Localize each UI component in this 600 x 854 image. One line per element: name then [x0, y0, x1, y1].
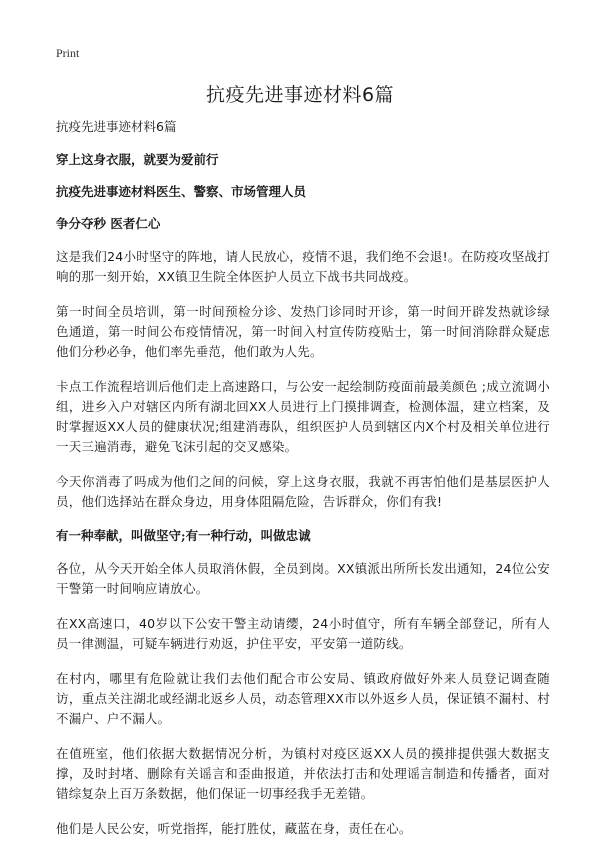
paragraph: 在XX高速口，40岁以下公安干警主动请缨，24小时值守，所有车辆全部登记，所有人员一律测温，可疑车辆进行劝返，护住平安，平安第一道防线。: [56, 616, 550, 651]
paragraph: 第一时间全员培训，第一时间预检分诊、发热门诊同时开诊，第一时间开辟发热就诊绿色通道，第一时间公布疫情情况，第一时间入村宣传防疫贴士，第一时间消除群众疑虑他们分秒必争，他们率先垂范，他们敢为人先。: [56, 304, 550, 359]
paragraph: 这是我们24小时坚守的阵地，请人民放心，疫情不退，我们绝不会退!。在防疫攻坚战打响的那一刻开始，XX镇卫生院全体医护人员立下战书共同战疫。: [56, 249, 550, 284]
paragraph: 各位，从今天开始全体人员取消休假，全员到岗。XX镇派出所所长发出通知，24位公安干警第一时间响应请放心。: [56, 561, 550, 596]
document-subtitle: 抗疫先进事迹材料6篇: [56, 119, 177, 134]
print-label: Print: [56, 46, 80, 60]
paragraph: 在值班室，他们依据大数据情况分析，为镇村对疫区返XX人员的摸排提供强大数据支撑，及时封堵、删除有关谣言和歪曲报道，并依法打击和处理谣言制造和传播者，面对错综复杂上百万条数据，他们保证一切事经我手无差错。: [56, 746, 550, 801]
paragraph: 卡点工作流程培训后他们走上高速路口，与公安一起绘制防疫面前最美颜色 ;成立流调小组，进乡入户对辖区内所有湖北回XX人员进行上门摸排调查，检测体温，建立档案，及时掌握返XX人员的健康状况;组建消毒队，组织医护人员到辖区内X个村及相关单位进行一天三遍消毒，避免飞沫引起的交叉感染。: [56, 379, 550, 454]
paragraph: 今天你消毒了吗成为他们之间的问候，穿上这身衣服，我就不再害怕他们是基层医护人员，他们选择站在群众身边，用身体阻隔危险，告诉群众，你们有我!: [56, 474, 550, 509]
section-heading: 抗疫先进事迹材料医生、警察、市场管理人员: [56, 184, 307, 199]
page-title: 抗疫先进事迹材料6篇: [205, 84, 395, 106]
section-heading: 有一种奉献，叫做坚守;有一种行动，叫做忠诚: [56, 528, 311, 543]
section-heading: 穿上这身衣服，就要为爱前行: [56, 152, 219, 167]
paragraph: 在村内，哪里有危险就让我们去他们配合市公安局、镇政府做好外来人员登记调查随访，重点关注湖北或经湖北返乡人员，动态管理XX市以外返乡人员，保证镇不漏村、村不漏户、户不漏人。: [56, 671, 550, 726]
paragraph: 他们是人民公安，听党指挥，能打胜仗，藏蓝在身，责任在心。: [56, 821, 412, 836]
document-body: [56, 118, 550, 854]
section-heading: 争分夺秒 医者仁心: [56, 216, 161, 231]
